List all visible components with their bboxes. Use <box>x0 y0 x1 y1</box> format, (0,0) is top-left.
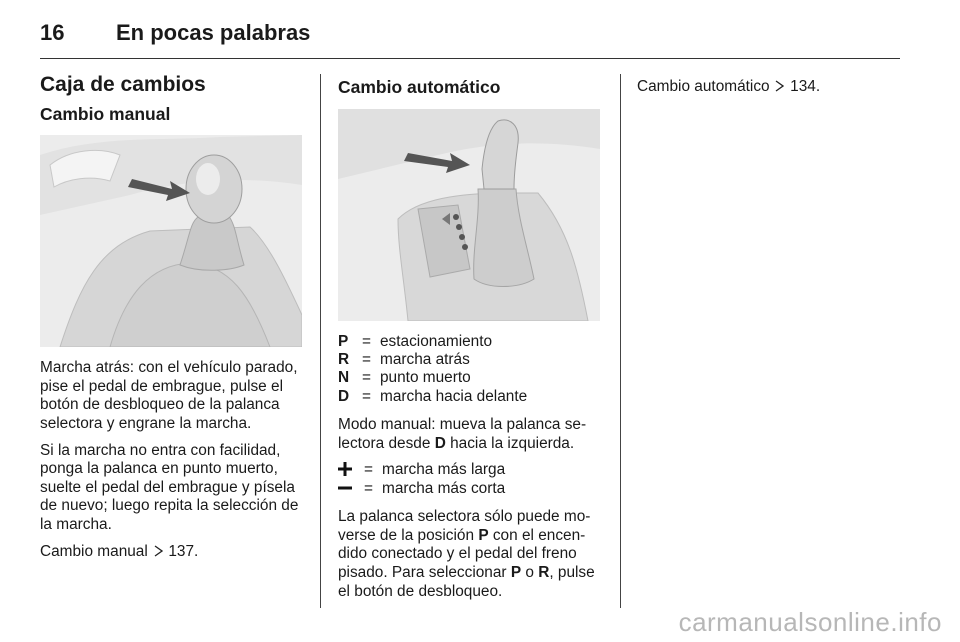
column-divider-1 <box>320 74 321 608</box>
reference-page: 134. <box>790 78 821 95</box>
legend-row <box>338 369 604 387</box>
subsection-title-automatic: Cambio automático <box>338 77 501 97</box>
legend-row <box>338 388 604 406</box>
text-key: P <box>478 526 489 544</box>
text-key: R <box>538 564 550 581</box>
legend-key: D <box>338 387 350 405</box>
reference-page: 137. <box>168 542 199 560</box>
legend-text: marcha hacia delante <box>380 387 528 405</box>
text-key: P <box>510 564 522 581</box>
reference-manual <box>40 543 306 562</box>
reference-label: Cambio manual <box>40 542 148 560</box>
subsection-title-manual: Cambio manual <box>40 103 171 124</box>
legend-row-minus <box>338 480 604 498</box>
column-divider-2 <box>620 74 621 608</box>
watermark: carmanualsonline.info <box>678 607 942 637</box>
legend-equals: = <box>362 387 371 405</box>
gear-position-legend <box>338 333 604 407</box>
page-title: En pocas palabras <box>116 20 311 45</box>
legend-equals: = <box>362 351 371 368</box>
manual-gearshift-illustration <box>40 135 302 347</box>
page-header <box>40 18 900 60</box>
legend-text: punto muerto <box>380 369 471 387</box>
legend-text: estacionamiento <box>380 332 493 350</box>
page-number: 16 <box>40 20 65 45</box>
paragraph-difficulty: Si la marcha no entra con facilidad, ponga la palanca en punto muerto, suelte el pedal del embrague y písela de nuevo; luego repita la selección de la marcha. <box>40 441 299 533</box>
column-automatic <box>338 74 604 609</box>
text-run: hacia la izquierda. <box>445 434 575 452</box>
plus-icon <box>338 461 364 479</box>
legend-text: marcha más corta <box>382 479 506 497</box>
legend-key: N <box>338 369 350 387</box>
text-key: D <box>434 434 446 452</box>
text-run: Modo manual: mueva la palanca se-lectora desde <box>338 416 587 452</box>
reference-arrow-icon <box>152 543 164 562</box>
manual-shift-legend <box>338 461 604 498</box>
header-divider <box>40 58 900 59</box>
paragraph-manual-mode <box>338 416 604 453</box>
legend-equals: = <box>364 479 373 497</box>
legend-equals: = <box>362 369 371 387</box>
legend-row-plus <box>338 461 604 479</box>
text-run: , pulse el botón de desbloqueo. <box>338 564 595 600</box>
reference-label: Cambio automático <box>637 78 770 95</box>
minus-icon <box>338 480 364 498</box>
legend-text: marcha atrás <box>380 351 470 368</box>
paragraph-selector-release <box>338 508 604 601</box>
text-run: con el encen-dido conectado y el pedal del freno pisado. Para seleccionar <box>338 526 586 581</box>
section-title: Caja de cambios <box>40 73 206 96</box>
column-manual <box>40 74 306 569</box>
legend-equals: = <box>364 461 373 479</box>
legend-key: R <box>338 351 350 368</box>
legend-equals: = <box>362 332 371 350</box>
reference-automatic <box>637 78 903 97</box>
paragraph-reverse: Marcha atrás: con el vehículo parado, pise el pedal de embrague, pulse el botón de desbloqueo de la palanca selectora y engrane la marcha. <box>40 359 298 432</box>
legend-key: P <box>338 332 349 350</box>
column-references <box>637 74 903 105</box>
automatic-gearshift-illustration <box>338 109 600 321</box>
legend-row <box>338 333 604 351</box>
text-run: La palanca selectora sólo puede mo-verse de la posición <box>338 508 591 544</box>
text-run: o <box>521 564 539 581</box>
reference-arrow-icon <box>774 78 786 97</box>
legend-text: marcha más larga <box>382 461 506 479</box>
legend-row <box>338 351 604 369</box>
